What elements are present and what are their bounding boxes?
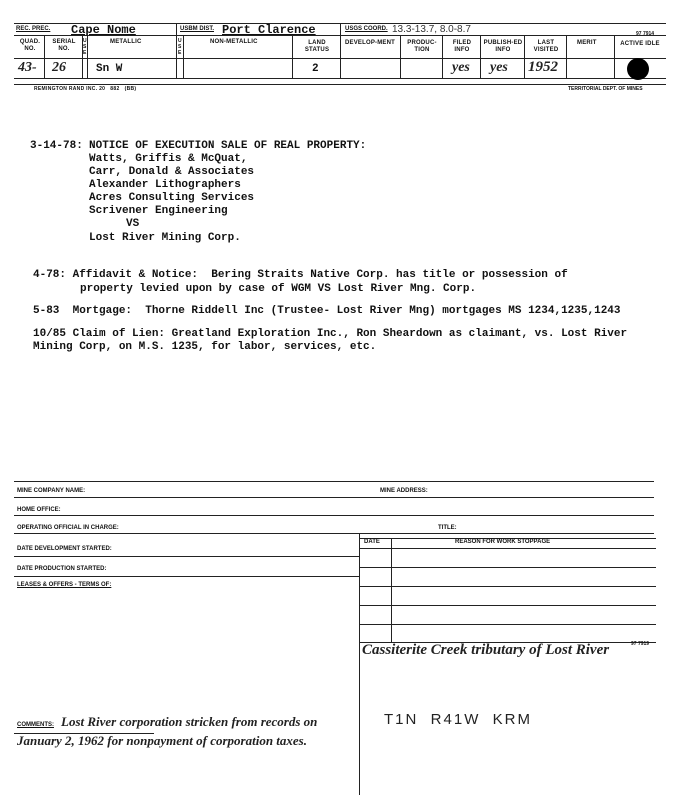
entry1-line: NOTICE OF EXECUTION SALE OF REAL PROPERTY: — [89, 140, 367, 152]
entry1-date: 3-14-78: — [30, 140, 83, 152]
comments-handwritten: Lost River corporation stricken from records on January 2, 1962 for nonpayment of corporation taxes. — [17, 714, 318, 748]
entry1-line: Carr, Donald & Associates — [89, 166, 255, 178]
form-number-top: 97 7914 — [636, 31, 655, 37]
col-nonmetallic-use: U S E — [178, 38, 182, 56]
date-dev-started-label: DATE DEVELOPMENT STARTED: — [17, 546, 112, 552]
entry1-line: VS — [126, 218, 140, 230]
row-quad-no: 43- — [18, 60, 37, 75]
col-serial-no: SERIAL NO. — [52, 39, 76, 52]
entry1-line: Alexander Lithographers — [89, 179, 241, 191]
col-development: DEVELOP-MENT — [344, 40, 396, 46]
township-handwritten: T1N R41W KRM — [384, 711, 533, 728]
col-metallic-use: U S E — [83, 38, 87, 56]
col-last-visited: LAST VISITED — [533, 40, 559, 53]
col-filed-info: FILED INFO — [452, 40, 472, 53]
usbm-dist-label: USBM DIST. — [180, 26, 215, 32]
col-production: PRODUC-TION — [407, 40, 437, 53]
row-serial-no: 26 — [52, 60, 66, 75]
entry4-line2: Mining Corp, on M.S. 1235, for labor, services, etc. — [33, 341, 377, 353]
usbm-dist-value: Port Clarence — [222, 23, 316, 37]
form-number-bottom: 97 7919 — [631, 641, 650, 647]
date-prod-started-label: DATE PRODUCTION STARTED: — [17, 566, 107, 572]
col-active-idle: ACTIVE IDLE — [620, 41, 660, 47]
row-last-visited: 1952 — [528, 59, 558, 75]
mine-address-label: MINE ADDRESS: — [380, 488, 428, 494]
rec-prec-label: REC. PREC. — [16, 26, 51, 32]
col-land-status: LAND STATUS — [304, 40, 330, 53]
entry2-line2: property levied upon by case of WGM VS Lost River Mng. Corp. — [80, 283, 477, 295]
leases-label: LEASES & OFFERS - TERMS OF: — [17, 582, 112, 588]
rec-prec-value: Cape Nome — [71, 23, 136, 37]
row-land-status: 2 — [312, 63, 319, 75]
row-metallic: Sn W — [96, 63, 123, 75]
comments-label: COMMENTS: — [17, 722, 54, 728]
col-published-info: PUBLISH-ED INFO — [483, 40, 523, 53]
entry2-line1: 4-78: Affidavit & Notice: Bering Straits Native Corp. has title or possession of — [33, 269, 568, 281]
entry3: 5-83 Mortgage: Thorne Riddell Inc (Trustee- Lost River Mng) mortgages MS 1234,1235,1243 — [33, 305, 621, 317]
location-handwritten: Cassiterite Creek tributary of Lost River — [362, 642, 610, 658]
entry4-line1: 10/85 Claim of Lien: Greatland Exploration Inc., Ron Sheardown as claimant, vs. Lost River — [33, 328, 628, 340]
usgs-coord-value: 13.3-13.7, 8.0-8.7 — [392, 24, 471, 35]
date-column-header: DATE — [364, 539, 380, 545]
mine-company-name-label: MINE COMPANY NAME: — [17, 488, 86, 494]
title-label: TITLE: — [438, 525, 457, 531]
entry1-line: Watts, Griffis & McQuat, — [89, 153, 248, 165]
footer-right: TERRITORIAL DEPT. OF MINES — [568, 86, 643, 92]
entry1-line: Scrivener Engineering — [89, 205, 228, 217]
row-published-info: yes — [490, 60, 508, 75]
footer-left: REMINGTON RAND INC. 20 882 (BB) — [34, 86, 137, 92]
reason-column-header: REASON FOR WORK STOPPAGE — [455, 539, 551, 545]
entry1-line: Acres Consulting Services — [89, 192, 255, 204]
home-office-label: HOME OFFICE: — [17, 507, 61, 513]
active-status-dot — [627, 58, 649, 80]
operating-official-label: OPERATING OFFICIAL IN CHARGE: — [17, 525, 119, 531]
entry1-line: Lost River Mining Corp. — [89, 232, 241, 244]
col-merit: MERIT — [577, 40, 597, 46]
col-quad-no: QUAD. NO. — [19, 39, 41, 52]
col-metallic: METALLIC — [110, 39, 142, 45]
usgs-coord-label: USGS COORD. — [345, 26, 388, 32]
col-non-metallic: NON-METALLIC — [210, 39, 258, 45]
row-filed-info: yes — [452, 60, 470, 75]
